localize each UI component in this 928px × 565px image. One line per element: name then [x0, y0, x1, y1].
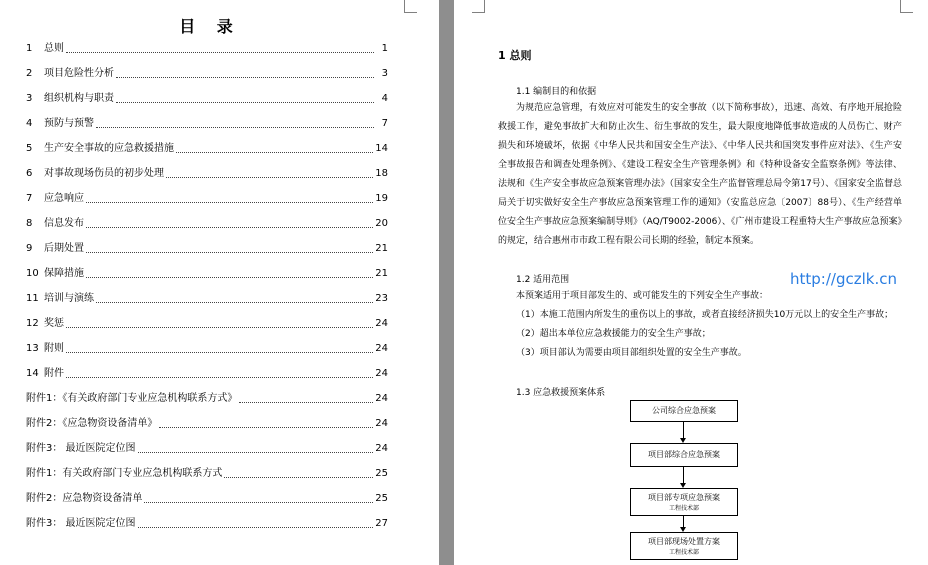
toc-entry[interactable]: 附件2：应急物资设备清单 25 [26, 493, 388, 504]
paragraph: 本预案适用于项目部发生的、或可能发生的下列安全生产事故： （1）本施工范围内所发生的重伤以上的事故，或者直接经济损失10万元以上的安全生产事故； （2）超出本单位应急救援能力的安全生产事故； （3）项目部认为需要由项目部组织处置的安全生产事故。 [516, 291, 894, 358]
toc-entry[interactable]: 7 应急响应 19 [26, 193, 388, 204]
flow-box: 项目部现场处置方案 工程技术部 [630, 532, 738, 560]
crop-mark [472, 0, 485, 13]
toc-entry[interactable]: 6 对事故现场伤员的初步处理 18 [26, 168, 388, 179]
toc-page [0, 0, 439, 565]
toc-entry[interactable]: 附件3： 最近医院定位图 24 [26, 443, 388, 454]
page-gutter [439, 0, 454, 565]
toc-list [26, 36, 388, 536]
paragraph: 为规范应急管理，有效应对可能发生的安全事故（以下简称事故），迅速、高效、有序地开展抢险救援工作，避免事故扩大和防止次生、衍生事故的发生，最大限度地降低事故造成的人员伤亡、财产损失和环境破坏，依据《中华人民共和国安全生产法》、《中华人民共和国突发事件应对法》、《生产安全事故报告和调查处理条例》、《建设工程安全生产管理条例》和《特种设备安全监察条例》等法律、法规和《生产安全事故应急预案管理办法》（国家安全生产监督管理总局令第17号）、《国家安全监督总局关于切实做好安全生产事故应急预案管理工作的通知》（安监总应急〔2007〕88号）、《生产经营单位安全生产事故应急预案编制导则》（AQ/T9002-2006）、《广州市建设工程重特大生产事故应急预案》的规定，结合惠州市市政工程有限公司长期的经验，制定本预案。 [498, 103, 902, 246]
subsection-heading: 1.1 编制目的和依据 [516, 87, 597, 97]
toc-entry[interactable]: 附件1：有关政府部门专业应急机构联系方式 25 [26, 468, 388, 479]
flow-box: 项目部综合应急预案 [630, 443, 738, 467]
toc-entry[interactable]: 附件3： 最近医院定位图 27 [26, 518, 388, 529]
toc-entry[interactable]: 11 培训与演练 23 [26, 293, 388, 304]
toc-entry[interactable]: 14 附件 24 [26, 368, 388, 379]
toc-entry[interactable]: 10 保障措施 21 [26, 268, 388, 279]
section-heading: 1 总则 [498, 49, 532, 62]
subsection-heading: 1.2 适用范围 [516, 275, 570, 285]
flow-box: 项目部专项应急预案 工程技术部 [630, 488, 738, 516]
toc-entry[interactable]: 2 项目危险性分析 3 [26, 68, 388, 79]
watermark-link[interactable]: http://gczlk.cn [790, 270, 897, 288]
flow-box: 公司综合应急预案 [630, 400, 738, 422]
toc-entry[interactable]: 附件1：《有关政府部门专业应急机构联系方式》 24 [26, 393, 388, 404]
flow-connector [683, 422, 684, 439]
crop-mark [404, 0, 417, 13]
toc-entry[interactable]: 12 奖惩 24 [26, 318, 388, 329]
toc-entry[interactable]: 9 后期处置 21 [26, 243, 388, 254]
subsection-heading: 1.3 应急救援预案体系 [516, 388, 606, 398]
toc-entry[interactable]: 4 预防与预警 7 [26, 118, 388, 129]
toc-entry[interactable]: 5 生产安全事故的应急救援措施 14 [26, 143, 388, 154]
toc-entry[interactable]: 13 附则 24 [26, 343, 388, 354]
crop-mark [900, 0, 913, 13]
toc-entry[interactable]: 8 信息发布 20 [26, 218, 388, 229]
flow-connector [683, 467, 684, 484]
toc-entry[interactable]: 3 组织机构与职责 4 [26, 93, 388, 104]
toc-title: 目 录 [179, 17, 241, 36]
toc-entry[interactable]: 1 总则 1 [26, 43, 388, 54]
toc-entry[interactable]: 附件2：《应急物资设备清单》 24 [26, 418, 388, 429]
